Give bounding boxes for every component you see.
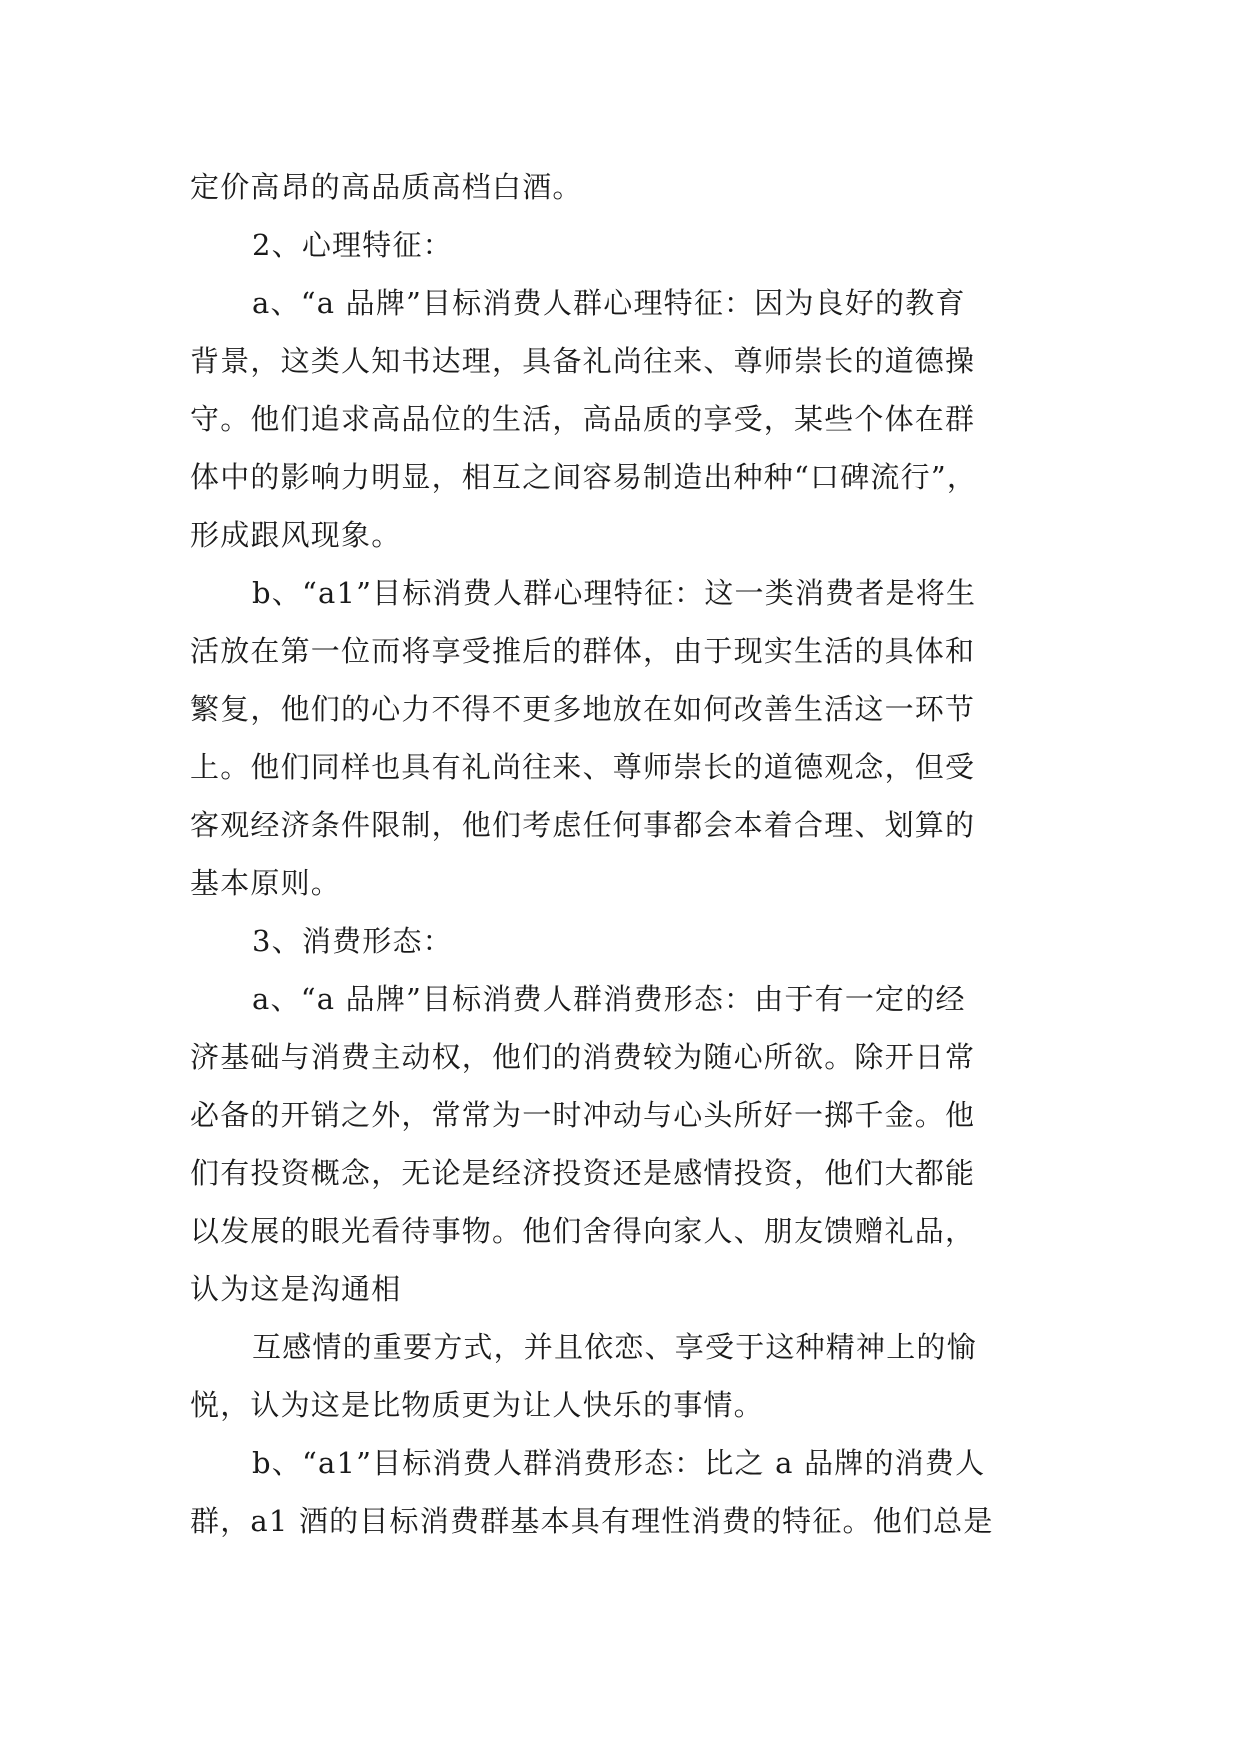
text-line: 活放在第一位而将享受推后的群体，由于现实生活的具体和: [190, 634, 976, 668]
text-line: 基本原则。: [190, 866, 342, 900]
text-line: 繁复，他们的心力不得不更多地放在如何改善生活这一环节: [190, 692, 976, 726]
text-line: 客观经济条件限制，他们考虑任何事都会本着合理、划算的: [190, 808, 976, 842]
text-line: b、“a1”目标消费人群心理特征：这一类消费者是将生: [252, 576, 977, 610]
text-line: 背景，这类人知书达理，具备礼尚往来、尊师崇长的道德操: [190, 344, 976, 378]
text-line: 悦，认为这是比物质更为让人快乐的事情。: [190, 1388, 764, 1422]
document-body: [190, 158, 1050, 1550]
text-line: 必备的开销之外，常常为一时冲动与心头所好一掷千金。他: [190, 1098, 976, 1132]
text-line: 群，a1 酒的目标消费群基本具有理性消费的特征。他们总是: [190, 1504, 994, 1538]
section-heading-psychology: 2、心理特征：: [252, 228, 453, 262]
text-line: 形成跟风现象。: [190, 518, 402, 552]
text-line: 济基础与消费主动权，他们的消费较为随心所欲。除开日常: [190, 1040, 976, 1074]
text-line: a、“a 品牌”目标消费人群心理特征：因为良好的教育: [252, 286, 966, 320]
text-line: 守。他们追求高品位的生活，高品质的享受，某些个体在群: [190, 402, 976, 436]
text-line: 体中的影响力明显，相互之间容易制造出种种“口碑流行”，: [190, 460, 978, 494]
text-line: 上。他们同样也具有礼尚往来、尊师崇长的道德观念，但受: [190, 750, 976, 784]
text-line: 以发展的眼光看待事物。他们舍得向家人、朋友馈赠礼品，: [190, 1214, 976, 1248]
text-line: 互感情的重要方式，并且依恋、享受于这种精神上的愉: [252, 1330, 977, 1364]
section-heading-consumption: 3、消费形态：: [252, 924, 453, 958]
text-line: 认为这是沟通相: [190, 1272, 402, 1306]
text-line: 们有投资概念，无论是经济投资还是感情投资，他们大都能: [190, 1156, 976, 1190]
text-line: 定价高昂的高品质高档白酒。: [190, 170, 583, 204]
text-line: b、“a1”目标消费人群消费形态：比之 a 品牌的消费人: [252, 1446, 986, 1480]
text-line: a、“a 品牌”目标消费人群消费形态：由于有一定的经: [252, 982, 966, 1016]
